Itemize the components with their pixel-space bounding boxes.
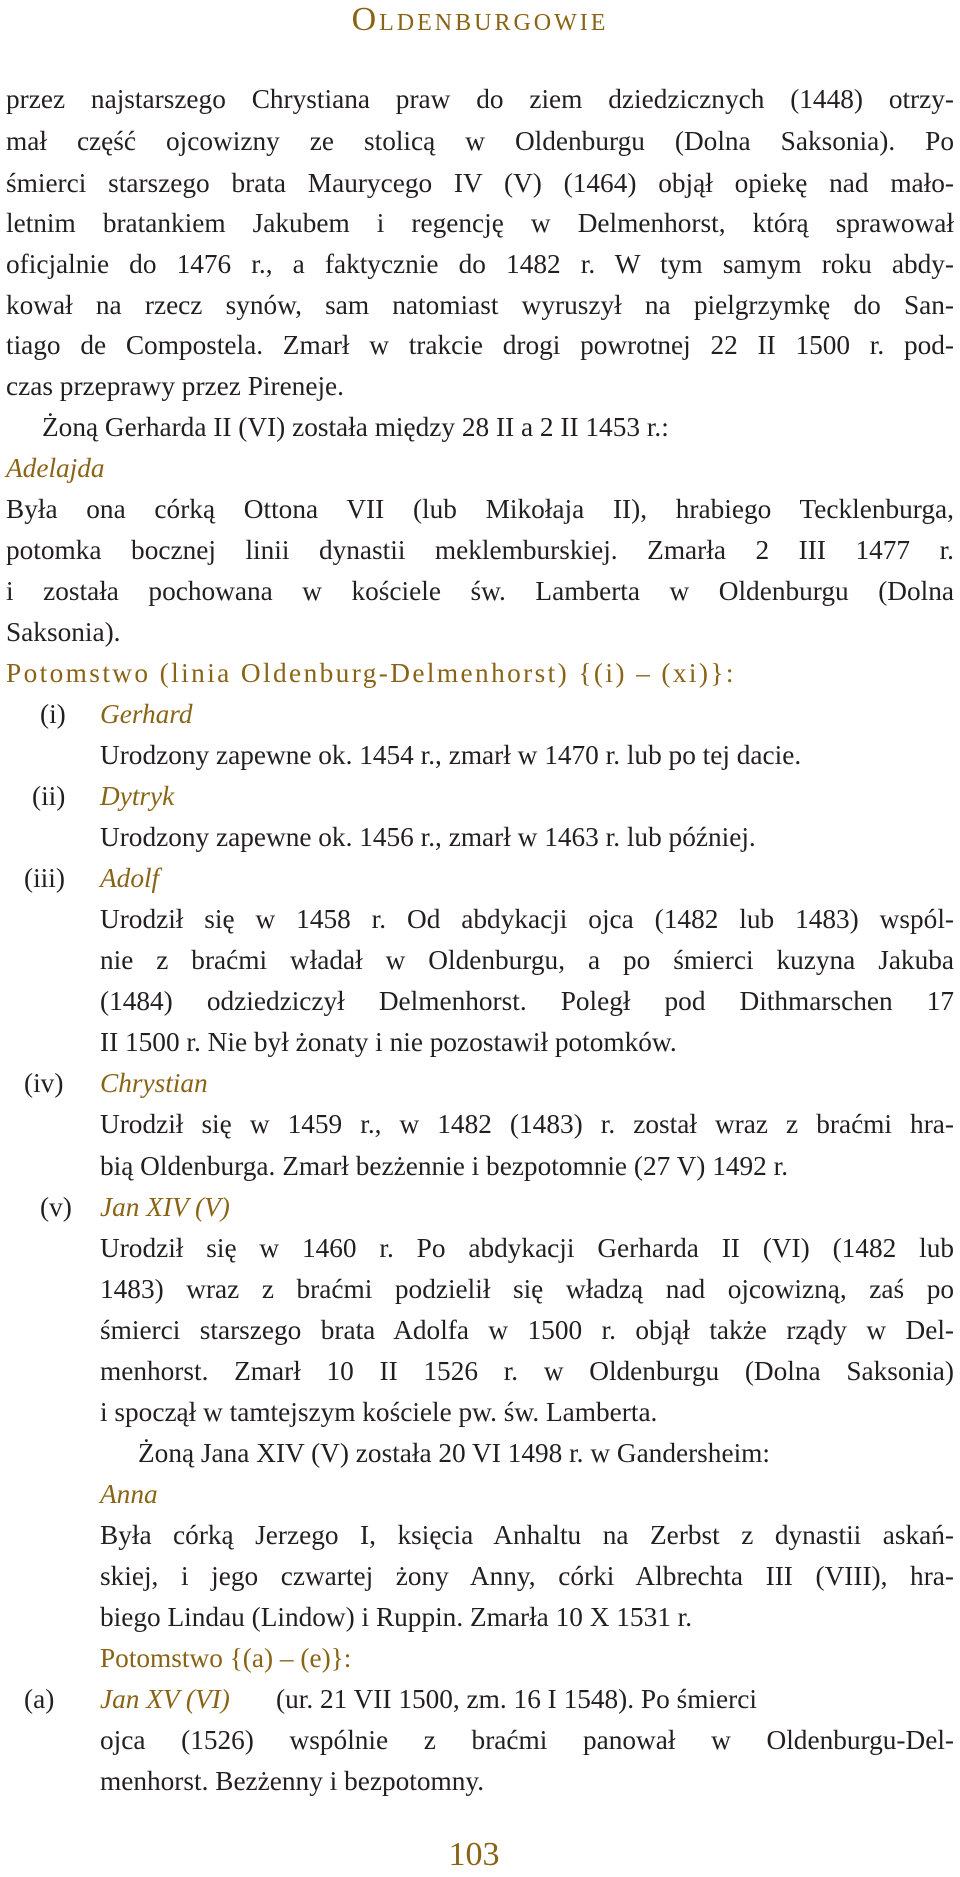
text-line: Była córką Jerzego I, księcia Anhaltu na Zerbst z dynastii askań- bbox=[100, 1519, 954, 1550]
text-line: Urodził się w 1460 r. Po abdykacji Gerharda II (VI) (1482 lub bbox=[100, 1232, 954, 1263]
text-line: (ur. 21 VII 1500, zm. 16 I 1548). Po śmierci bbox=[276, 1683, 757, 1714]
spouse-name: Anna bbox=[100, 1478, 158, 1509]
text-line: Żoną Jana XIV (V) została 20 VI 1498 r. w Gandersheim: bbox=[138, 1437, 770, 1468]
person-name: Chrystian bbox=[100, 1068, 208, 1099]
item-marker: (ii) bbox=[32, 781, 66, 812]
text-line: II 1500 r. Nie był żonaty i nie pozostawił potomków. bbox=[100, 1027, 677, 1058]
person-name: Jan XIV (V) bbox=[100, 1191, 230, 1222]
item-marker: (i) bbox=[40, 699, 66, 730]
text-line: śmierci starszego brata Adolfa w 1500 r. objął także rządy w Del- bbox=[100, 1314, 954, 1345]
text-line: Urodził się w 1459 r., w 1482 (1483) r. został wraz z braćmi hra- bbox=[100, 1109, 954, 1140]
page-body bbox=[6, 0, 954, 1877]
person-name: Adolf bbox=[100, 863, 160, 894]
text-line: skiej, i jego czwartej żony Anny, córki Albrechta III (VIII), hra- bbox=[100, 1560, 954, 1591]
person-name: Jan XV (VI) bbox=[100, 1683, 230, 1714]
text-line: bią Oldenburga. Zmarł bezżennie i bezpotomnie (27 V) 1492 r. bbox=[100, 1150, 789, 1181]
text-line: Była ona córką Ottona VII (lub Mikołaja II), hrabiego Tecklenburga, bbox=[6, 494, 954, 525]
item-marker: (iv) bbox=[24, 1068, 64, 1099]
page-number: 103 bbox=[448, 1836, 500, 1873]
person-name: Dytryk bbox=[100, 781, 175, 812]
text-line: i spoczął w tamtejszym kościele pw. św. Lamberta. bbox=[100, 1396, 658, 1427]
text-line: ojca (1526) wspólnie z braćmi panował w Oldenburgu-Del- bbox=[100, 1724, 954, 1755]
text-line: i została pochowana w kościele św. Lamberta w Oldenburgu (Dolna bbox=[6, 576, 954, 607]
section-heading: Potomstwo (linia Oldenburg-Delmenhorst) {(i) – (xi)}: bbox=[6, 658, 736, 689]
person-name: Gerhard bbox=[100, 699, 193, 730]
text-line: menhorst. Zmarł 10 II 1526 r. w Oldenburgu (Dolna Saksonia) bbox=[100, 1355, 954, 1386]
text-line: nie z braćmi władał w Oldenburgu, a po śmierci kuzyna Jakuba bbox=[100, 945, 954, 976]
text-line: Urodzony zapewne ok. 1456 r., zmarł w 1463 r. lub później. bbox=[100, 822, 756, 853]
item-marker: (a) bbox=[24, 1683, 55, 1714]
text-line: Saksonia). bbox=[6, 617, 121, 648]
text-line: mał część ojcowizny ze stolicą w Oldenburgu (Dolna Saksonia). Po bbox=[6, 125, 954, 156]
running-header: Oldenburgowie bbox=[351, 1, 609, 38]
text-line: menhorst. Bezżenny i bezpotomny. bbox=[100, 1765, 485, 1796]
text-line: przez najstarszego Chrystiana praw do ziem dziedzicznych (1448) otrzy- bbox=[6, 84, 954, 114]
spouse-name: Adelajda bbox=[6, 453, 105, 484]
item-marker: (v) bbox=[40, 1191, 72, 1222]
text-line: Urodzony zapewne ok. 1454 r., zmarł w 1470 r. lub po tej dacie. bbox=[100, 740, 802, 771]
text-line: letnim bratankiem Jakubem i regencję w Delmenhorst, którą sprawował bbox=[6, 208, 954, 238]
text-line: potomka bocznej linii dynastii meklemburskiej. Zmarła 2 III 1477 r. bbox=[6, 535, 954, 566]
text-line: 1483) wraz z braćmi podzielił się władzą nad ojcowizną, zaś po bbox=[100, 1273, 954, 1304]
text-line: śmierci starszego brata Maurycego IV (V) (1464) objął opiekę nad mało- bbox=[6, 167, 954, 198]
text-line: tiago de Compostela. Zmarł w trakcie drogi powrotnej 22 II 1500 r. pod- bbox=[6, 330, 954, 361]
section-heading: Potomstwo {(a) – (e)}: bbox=[100, 1642, 352, 1673]
text-line: (1484) odziedziczył Delmenhorst. Poległ pod Dithmarschen 17 bbox=[100, 986, 954, 1017]
item-marker: (iii) bbox=[24, 863, 65, 894]
text-line: Urodził się w 1458 r. Od abdykacji ojca (1482 lub 1483) wspól- bbox=[100, 904, 954, 935]
text-line: czas przeprawy przez Pireneje. bbox=[6, 371, 344, 402]
text-line: oficjalnie do 1476 r., a faktycznie do 1482 r. W tym samym roku abdy- bbox=[6, 249, 954, 279]
text-line: biego Lindau (Lindow) i Ruppin. Zmarła 10 X 1531 r. bbox=[100, 1601, 693, 1632]
text-line: kował na rzecz synów, sam natomiast wyruszył na pielgrzymkę do San- bbox=[6, 290, 954, 320]
text-line: Żoną Gerharda II (VI) została między 28 II a 2 II 1453 r.: bbox=[42, 412, 669, 443]
